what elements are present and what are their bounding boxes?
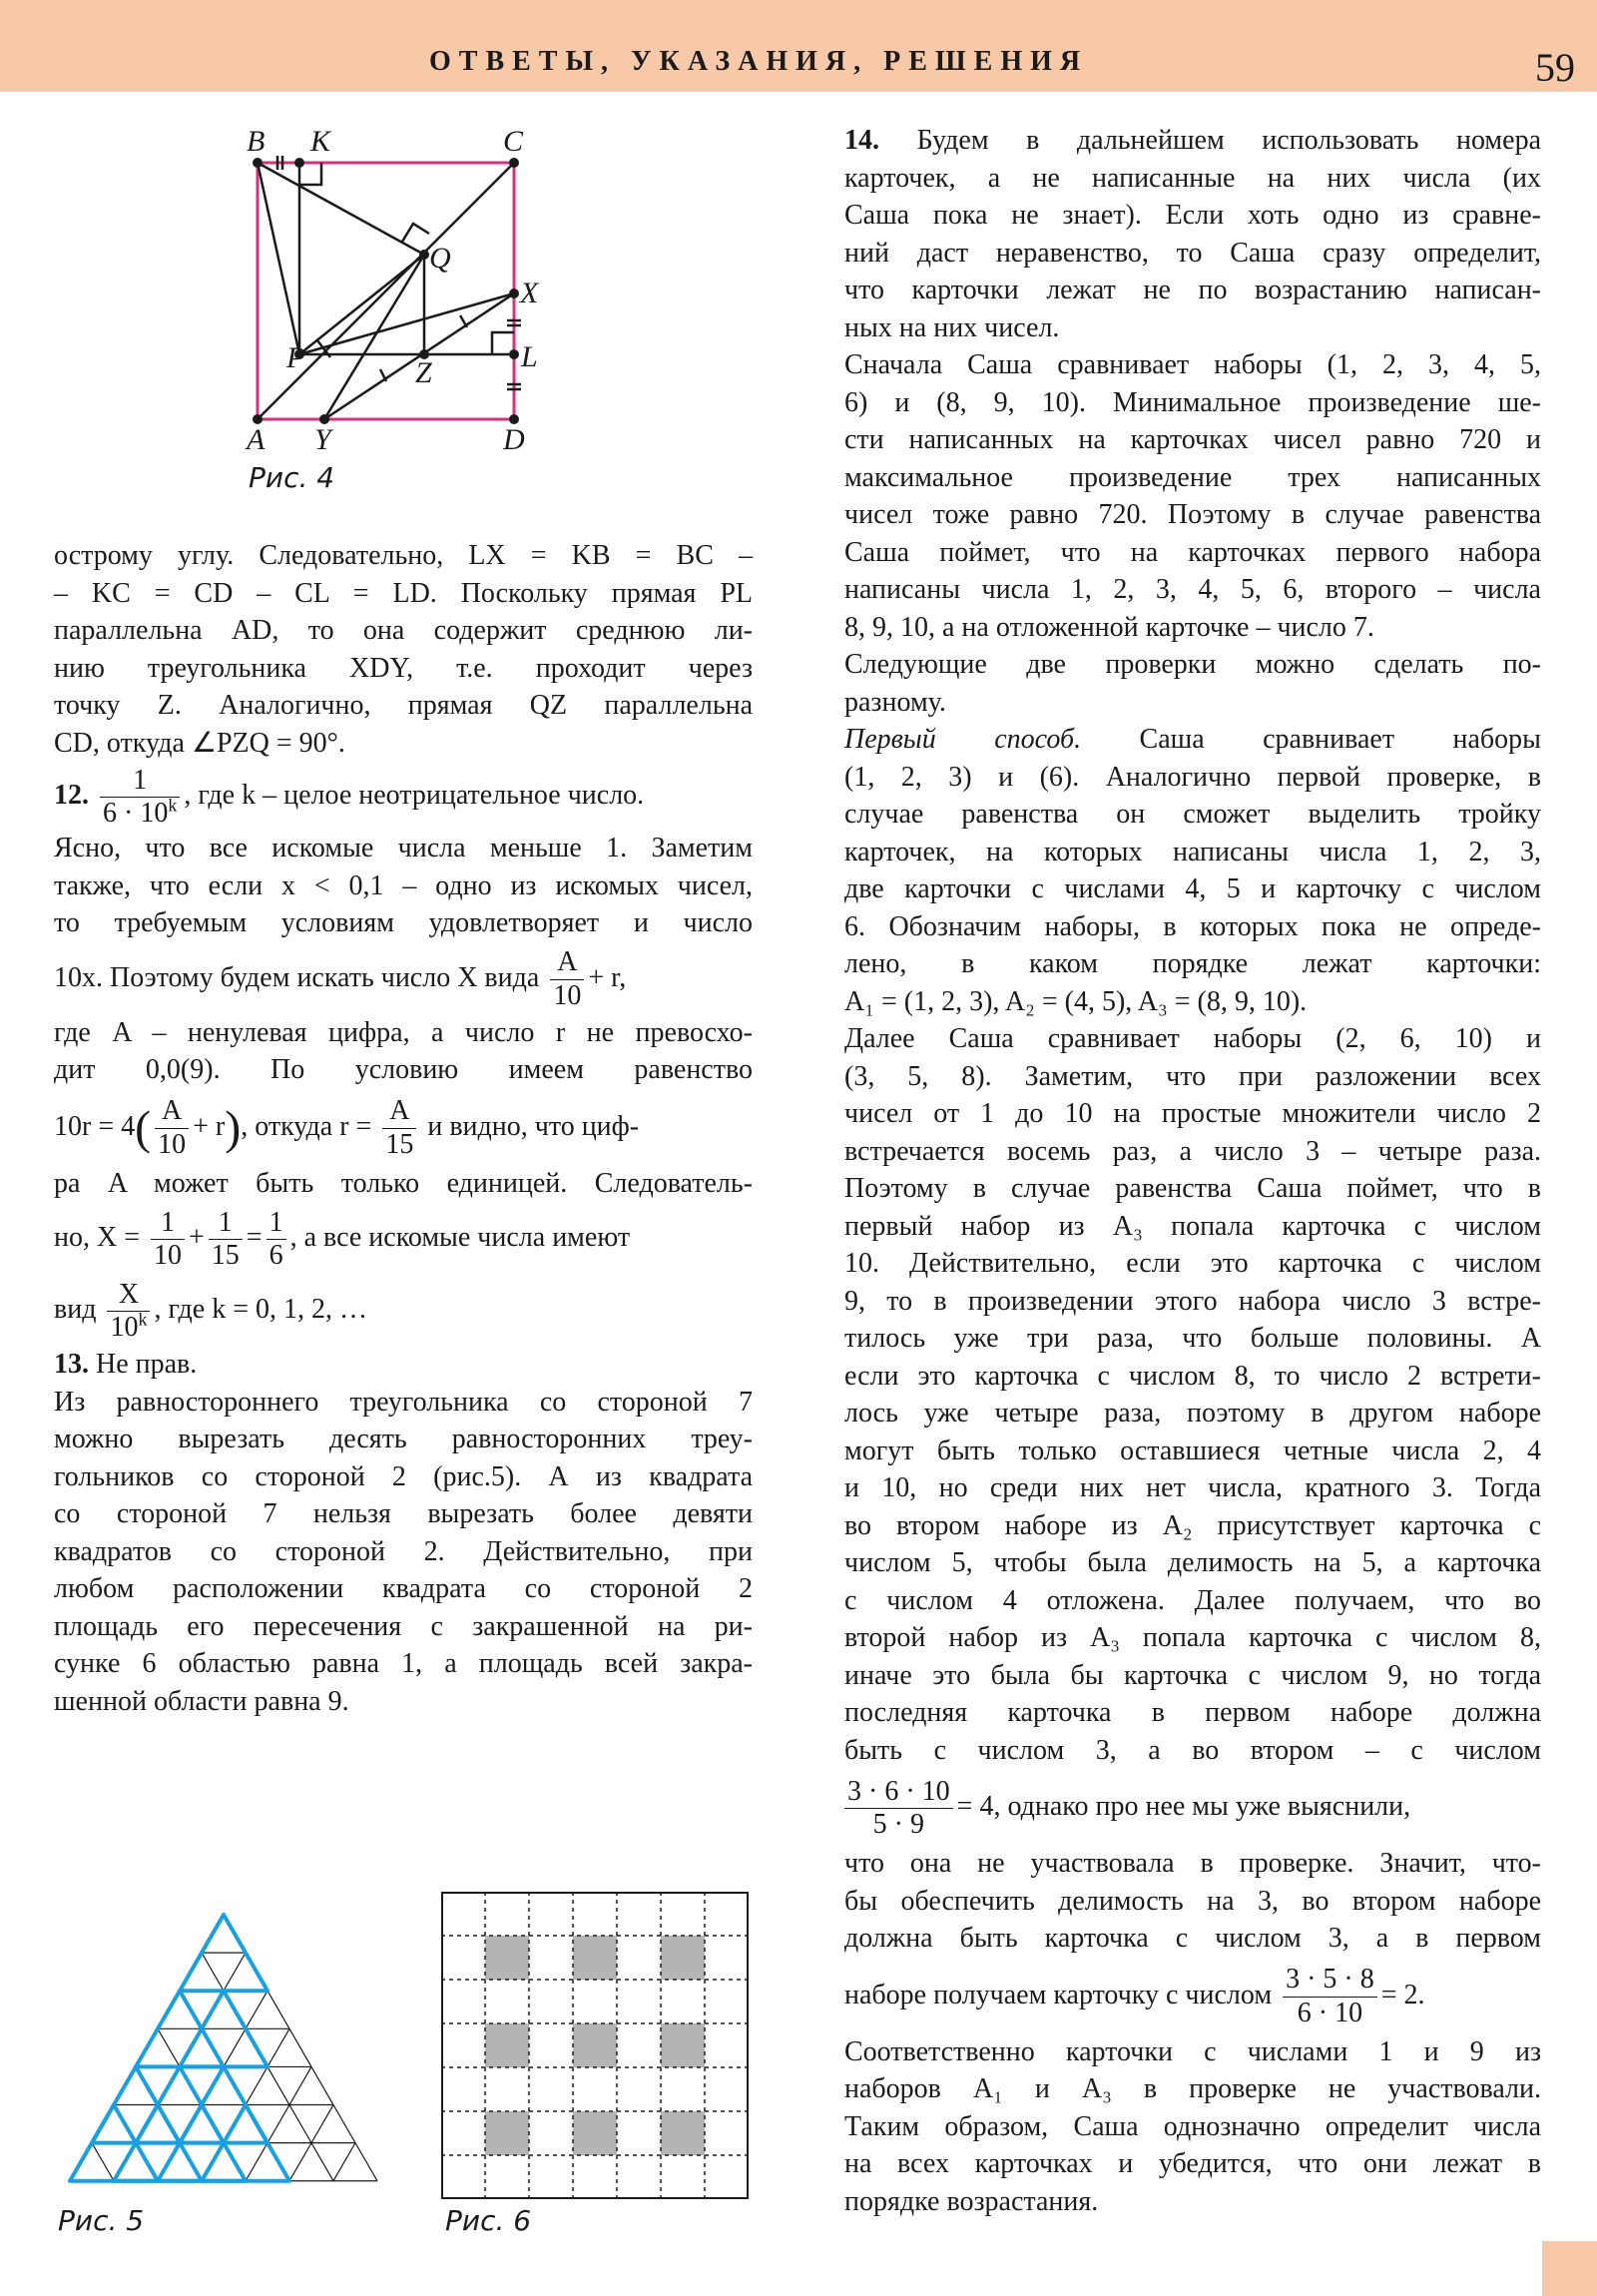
- text-line: наборов A₁ и A₃ в проверке не участвовали.: [844, 2073, 1541, 2104]
- text-line: максимальное произведение трех написанных: [844, 461, 1541, 493]
- fraction: $\frac{1}{10}$: [151, 1207, 185, 1272]
- text-line: 10. Действительно, если это карточка с числом: [844, 1248, 1541, 1279]
- figure-4-caption: Рис. 4: [249, 461, 335, 494]
- label-l: L: [521, 340, 538, 373]
- text-line: острому углу. Следовательно, LX = KB = BC –: [54, 540, 753, 571]
- text-line: (1, 2, 3) и (6). Аналогично первой проверке, в: [844, 761, 1541, 793]
- text-line: Ясно, что все искомые числа меньше 1. Заметим: [54, 833, 753, 863]
- fraction: $\frac{A}{15}$: [382, 1095, 416, 1160]
- text-line: вид $\frac{X}{10^k}$ , где k = 0, 1, 2, …: [54, 1278, 368, 1344]
- text-line: то требуемым условиям удовлетворяет и число: [54, 907, 753, 938]
- label-a: A: [247, 423, 266, 456]
- problem-number: 13.: [54, 1349, 89, 1380]
- text-line: – KC = CD – CL = LD. Поскольку прямая PL: [54, 577, 753, 609]
- text-line: разному.: [844, 686, 946, 718]
- text-line: бы обеспечить делимость на 3, во втором наборе: [844, 1885, 1541, 1917]
- text-line: шенной области равна 9.: [54, 1685, 349, 1717]
- text-line: квадратов со стороной 2. Действительно, при: [54, 1535, 753, 1567]
- text-line: случае равенства он сможет выделить тройку: [844, 799, 1541, 830]
- text-line: во втором наборе из A₂ присутствует карточка с: [844, 1509, 1541, 1541]
- text-line: можно вырезать десять равносторонних треу-: [54, 1424, 753, 1454]
- label-q: Q: [429, 242, 451, 275]
- text-line: Соответственно карточки с числами 1 и 9 из: [844, 2035, 1541, 2067]
- text-line: должна быть карточка с числом 3, а в первом: [844, 1923, 1541, 1954]
- text-line: если это карточка с числом 8, то число 2 встрети-: [844, 1360, 1541, 1392]
- text-line: порядке возрастания.: [844, 2185, 1099, 2217]
- fraction: $\frac{A}{10}$: [155, 1095, 189, 1160]
- problem-14-answer: 14. Будем в дальнейшем использовать номера: [844, 125, 1542, 156]
- label-y: Y: [314, 423, 331, 456]
- text-line: 6. Обозначим наборы, в которых пока не опреде-: [844, 910, 1541, 942]
- text-line: ний даст неравенство, то Саша сразу определит,: [844, 237, 1541, 269]
- fraction: $\frac{3 \cdot 6 \cdot 10}{5 \cdot 9}$: [844, 1776, 953, 1841]
- text-line: 9, то в произведении этого набора число 3 встре-: [844, 1285, 1541, 1317]
- text-line: иначе это была бы карточка с числом 9, но тогда: [844, 1659, 1541, 1691]
- text-line: ра A может быть только единицей. Следователь-: [54, 1167, 753, 1199]
- figure-5: [54, 1907, 393, 2206]
- figure-6: [441, 1892, 751, 2201]
- text-line: параллельна AD, то она содержит среднюю ли-: [54, 615, 753, 646]
- text-line: 8, 9, 10, а на отложенной карточке – число 7.: [844, 611, 1374, 643]
- text-line: первый набор из A₃ попала карточка с числом: [844, 1210, 1541, 1242]
- right-column: [844, 122, 1541, 2220]
- text-line: сти написанных на карточках чисел равно 720 и: [844, 424, 1541, 455]
- problem-number: 12.: [54, 780, 89, 811]
- fraction: $\frac{1}{6}$: [266, 1207, 286, 1272]
- text-line: ных на них чисел.: [844, 311, 1060, 343]
- left-column: [54, 537, 753, 1720]
- text-line: встречается восемь раз, а число 3 – четыре раза.: [844, 1135, 1541, 1167]
- text-line: $\frac{3 \cdot 6 \cdot 10}{5 \cdot 9}$ = 4, однако про нее мы уже выяснили,: [844, 1769, 1541, 1845]
- text-line: что карточки лежат не по возрастанию написан-: [844, 275, 1541, 305]
- text-line: Следующие две проверки можно сделать по-: [844, 649, 1541, 680]
- page-number: 59: [1535, 45, 1575, 90]
- text-line: Саша пока не знает). Если хоть одно из сравне-: [844, 200, 1541, 231]
- text-line: но, X = $\frac{1}{10}$ + $\frac{1}{15}$ = $\frac{1}{6}$ , а все искомые числа имеют: [54, 1206, 631, 1272]
- text-line: любом расположении квадрата со стороной 2: [54, 1573, 753, 1604]
- text-line: две карточки с числами 4, 5 и карточку с числом: [844, 873, 1541, 904]
- text-line: лось уже четыре раза, поэтому в другом наборе: [844, 1398, 1541, 1429]
- method-label: Первый способ.: [844, 724, 1082, 755]
- text-line: Сначала Саша сравнивает наборы (1, 2, 3, 4, 5,: [844, 349, 1541, 380]
- text-line: нию треугольника XDY, т.е. проходит через: [54, 652, 753, 684]
- text-line: карточек, на которых написаны числа 1, 2, 3,: [844, 836, 1541, 867]
- text-line: Далее Саша сравнивает наборы (2, 6, 10) и: [844, 1023, 1541, 1054]
- text-line: могут быть только оставшиеся четные числа 2, 4: [844, 1435, 1541, 1466]
- text-line: что она не участвовала в проверке. Значит, что-: [844, 1848, 1541, 1879]
- text-line: чисел тоже равно 720. Поэтому в случае равенства: [844, 499, 1541, 530]
- text-line: второй набор из A₃ попала карточка с числом 8,: [844, 1622, 1541, 1653]
- text-line: CD, откуда ∠PZQ = 90°.: [54, 727, 345, 759]
- text-line: лено, в каком порядке лежат карточки:: [844, 948, 1541, 979]
- problem-13-answer: 13. Не прав.: [54, 1349, 198, 1380]
- text-line: числом 5, чтобы была делимость на 5, а карточка: [844, 1547, 1541, 1578]
- problem-12-answer: 12. $\frac{1}{6 \cdot 10^k}$ , где k – целое неотрицательное число.: [54, 764, 645, 830]
- text-line: 6) и (8, 9, 10). Минимальное произведение ше-: [844, 386, 1541, 418]
- text-line: и 10, но среди них нет числа, кратного 3. Тогда: [844, 1472, 1541, 1503]
- text-line: сунке 6 областью равна 1, а площадь всей закра-: [54, 1648, 753, 1679]
- figure-5-caption: Рис. 5: [58, 2204, 145, 2237]
- text-line: Поэтому в случае равенства Саша поймет, что в: [844, 1173, 1541, 1204]
- figure-4: [225, 118, 564, 457]
- label-c: C: [503, 125, 524, 158]
- page-header: [0, 0, 1597, 92]
- text-line: гольников со стороной 2 (рис.5). А из квадрата: [54, 1460, 753, 1492]
- text-line: дит 0,0(9). По условию имеем равенство: [54, 1054, 753, 1085]
- text-line: A₁ = (1, 2, 3), A₂ = (4, 5), A₃ = (8, 9, 10).: [844, 985, 1308, 1017]
- text-line: с числом 4 отложена. Далее получаем, что во: [844, 1584, 1541, 1616]
- text-line: площадь его пересечения с закрашенной на ри-: [54, 1610, 753, 1642]
- label-k: K: [310, 125, 331, 158]
- label-p: P: [286, 341, 305, 374]
- fraction: $\frac{X}{10^k}$: [107, 1279, 150, 1344]
- text-line: карточек, а не написанные на них числа (их: [844, 162, 1541, 194]
- text-line: Первый способ. Саша сравнивает наборы: [844, 724, 1541, 755]
- text-line: быть с числом 3, а во втором – с числом: [844, 1734, 1541, 1766]
- problem-number: 14.: [844, 125, 879, 156]
- text-line: 10x. Поэтому будем искать число X вида $\frac{A}{10}$ + r,: [54, 946, 627, 1011]
- text-line: последняя карточка в первом наборе должна: [844, 1697, 1541, 1728]
- text-line: Саша поймет, что на карточках первого набора: [844, 536, 1541, 568]
- text-line: также, что если x < 0,1 – одно из искомых чисел,: [54, 869, 753, 901]
- text-line: наборе получаем карточку с числом $\frac{3 \cdot 5 \cdot 8}{6 \cdot 10}$ = 2.: [844, 1964, 1425, 2028]
- text-line: чисел от 1 до 10 на простые множители число 2: [844, 1098, 1541, 1129]
- text-line: со стороной 7 нельзя вырезать более девяти: [54, 1498, 753, 1529]
- fraction: $\frac{3 \cdot 5 \cdot 8}{6 \cdot 10}$: [1283, 1964, 1377, 2028]
- running-title: ОТВЕТЫ, УКАЗАНИЯ, РЕШЕНИЯ: [429, 46, 1089, 77]
- label-x: X: [520, 277, 539, 309]
- footer-tab: [1542, 2241, 1597, 2296]
- text-line: тилось уже три раза, что больше половины. А: [844, 1323, 1541, 1354]
- text-line: на всех карточках и убедится, что они лежат в: [844, 2148, 1541, 2179]
- text-line: где A – ненулевая цифра, а число r не превосхо-: [54, 1016, 753, 1048]
- fraction: $\frac{1}{15}$: [209, 1207, 243, 1272]
- label-b: B: [247, 125, 266, 158]
- fraction: $\frac{A}{10}$: [550, 946, 584, 1011]
- text-line: написаны числа 1, 2, 3, 4, 5, 6, второго – числа: [844, 574, 1541, 605]
- figure-6-caption: Рис. 6: [445, 2204, 532, 2237]
- label-z: Z: [415, 356, 432, 389]
- text-line: Из равностороннего треугольника со стороной 7: [54, 1386, 753, 1418]
- text-line: точку Z. Аналогично, прямая QZ параллельна: [54, 690, 753, 721]
- text-line: Таким образом, Саша однозначно определит числа: [844, 2110, 1541, 2142]
- label-d: D: [503, 423, 525, 456]
- text-line: (3, 5, 8). Заметим, что при разложении всех: [844, 1060, 1541, 1092]
- text-line: 10r = 4( $\frac{A}{10}$ + r), откуда r = $\frac{A}{15}$ и видно, что циф-: [54, 1095, 640, 1160]
- fraction: $\frac{1}{6 \cdot 10^k}$: [100, 765, 180, 830]
